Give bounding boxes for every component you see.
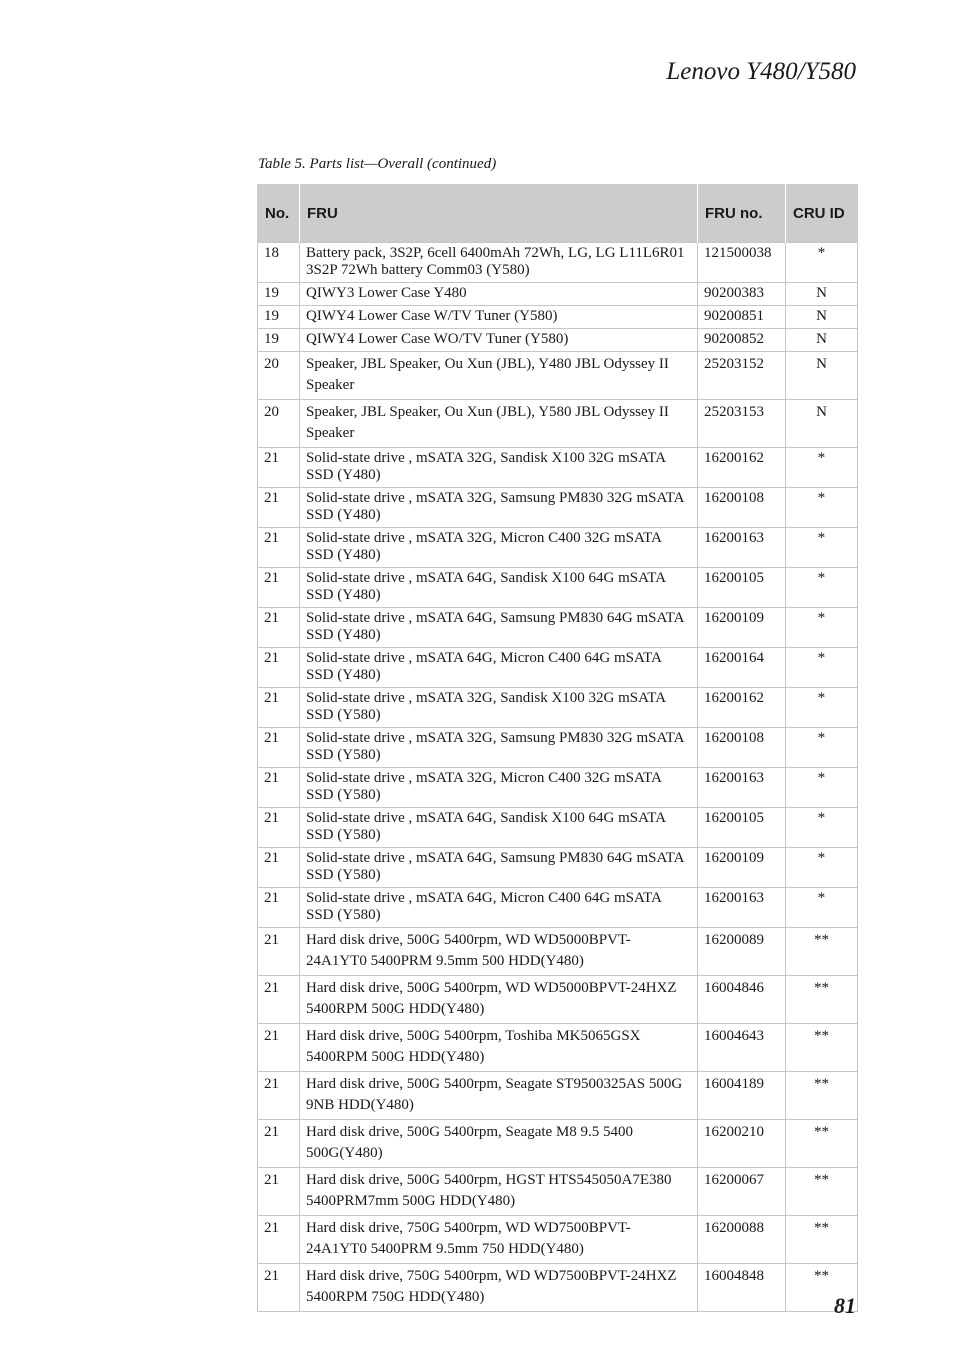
header-no: No.	[258, 184, 300, 243]
table-row	[258, 488, 858, 528]
cell-no: 21	[258, 648, 300, 688]
cell-fru-no: 16004846	[698, 976, 786, 1024]
table-row	[258, 352, 858, 400]
cell-no: 21	[258, 728, 300, 768]
cell-cru-id: *	[786, 888, 858, 928]
cell-fru-no: 16004848	[698, 1264, 786, 1312]
cell-cru-id: *	[786, 528, 858, 568]
cell-cru-id: N	[786, 400, 858, 448]
cell-cru-id: *	[786, 728, 858, 768]
cell-fru-no: 25203152	[698, 352, 786, 400]
table-row	[258, 306, 858, 329]
cell-fru-no: 16200210	[698, 1120, 786, 1168]
cell-fru: Solid-state drive , mSATA 32G, Micron C400 32G mSATA SSD (Y580)	[300, 768, 698, 808]
cell-no: 21	[258, 808, 300, 848]
cell-no: 19	[258, 283, 300, 306]
cell-no: 20	[258, 400, 300, 448]
table-row	[258, 283, 858, 306]
header-fru-no: FRU no.	[698, 184, 786, 243]
cell-fru: Solid-state drive , mSATA 64G, Sandisk X100 64G mSATA SSD (Y580)	[300, 808, 698, 848]
cell-fru: Battery pack, 3S2P, 6cell 6400mAh 72Wh, LG, LG L11L6R01 3S2P 72Wh battery Comm03 (Y580)	[300, 243, 698, 283]
table-row	[258, 568, 858, 608]
cell-fru-no: 16200108	[698, 728, 786, 768]
cell-no: 21	[258, 848, 300, 888]
cell-fru: Solid-state drive , mSATA 32G, Micron C400 32G mSATA SSD (Y480)	[300, 528, 698, 568]
cell-no: 21	[258, 888, 300, 928]
cell-cru-id: *	[786, 568, 858, 608]
document-title: Lenovo Y480/Y580	[666, 58, 856, 85]
cell-fru: QIWY3 Lower Case Y480	[300, 283, 698, 306]
cell-no: 21	[258, 1216, 300, 1264]
cell-cru-id: **	[786, 1072, 858, 1120]
cell-cru-id: **	[786, 1024, 858, 1072]
table-row	[258, 848, 858, 888]
table-row	[258, 329, 858, 352]
header-fru: FRU	[300, 184, 698, 243]
cell-cru-id: N	[786, 329, 858, 352]
cell-fru: Hard disk drive, 500G 5400rpm, WD WD5000BPVT-24HXZ 5400RPM 500G HDD(Y480)	[300, 976, 698, 1024]
table-row	[258, 648, 858, 688]
cell-cru-id: N	[786, 306, 858, 329]
cell-cru-id: *	[786, 608, 858, 648]
cell-fru: Speaker, JBL Speaker, Ou Xun (JBL), Y580 JBL Odyssey II Speaker	[300, 400, 698, 448]
table-row	[258, 928, 858, 976]
table-row	[258, 1024, 858, 1072]
cell-fru: Hard disk drive, 500G 5400rpm, Toshiba MK5065GSX 5400RPM 500G HDD(Y480)	[300, 1024, 698, 1072]
cell-fru: Solid-state drive , mSATA 64G, Sandisk X100 64G mSATA SSD (Y480)	[300, 568, 698, 608]
cell-cru-id: **	[786, 1120, 858, 1168]
cell-no: 21	[258, 928, 300, 976]
cell-cru-id: **	[786, 1216, 858, 1264]
cell-fru: Hard disk drive, 750G 5400rpm, WD WD7500BPVT-24A1YT0 5400PRM 9.5mm 750 HDD(Y480)	[300, 1216, 698, 1264]
cell-fru-no: 16200163	[698, 768, 786, 808]
cell-cru-id: *	[786, 688, 858, 728]
cell-fru: Solid-state drive , mSATA 64G, Micron C400 64G mSATA SSD (Y480)	[300, 648, 698, 688]
cell-fru-no: 16200109	[698, 608, 786, 648]
cell-no: 20	[258, 352, 300, 400]
cell-no: 21	[258, 1264, 300, 1312]
cell-no: 18	[258, 243, 300, 283]
table-row	[258, 1072, 858, 1120]
cell-no: 21	[258, 528, 300, 568]
table-row	[258, 1264, 858, 1312]
cell-no: 21	[258, 568, 300, 608]
cell-fru-no: 16200164	[698, 648, 786, 688]
table-row	[258, 888, 858, 928]
table-caption: Table 5. Parts list—Overall (continued)	[258, 156, 497, 172]
cell-no: 21	[258, 448, 300, 488]
cell-cru-id: **	[786, 1168, 858, 1216]
cell-fru-no: 90200851	[698, 306, 786, 329]
cell-fru: Solid-state drive , mSATA 32G, Sandisk X100 32G mSATA SSD (Y480)	[300, 448, 698, 488]
cell-fru-no: 16200109	[698, 848, 786, 888]
cell-cru-id: *	[786, 848, 858, 888]
table-row	[258, 768, 858, 808]
cell-fru-no: 16200105	[698, 808, 786, 848]
cell-fru: Solid-state drive , mSATA 64G, Samsung PM830 64G mSATA SSD (Y580)	[300, 848, 698, 888]
cell-fru-no: 16200088	[698, 1216, 786, 1264]
cell-cru-id: N	[786, 352, 858, 400]
table-row	[258, 528, 858, 568]
cell-fru-no: 90200852	[698, 329, 786, 352]
cell-no: 21	[258, 1120, 300, 1168]
cell-fru-no: 16200162	[698, 448, 786, 488]
cell-no: 21	[258, 488, 300, 528]
cell-fru-no: 16200163	[698, 528, 786, 568]
cell-no: 21	[258, 608, 300, 648]
cell-fru-no: 25203153	[698, 400, 786, 448]
cell-fru: Hard disk drive, 750G 5400rpm, WD WD7500BPVT-24HXZ 5400RPM 750G HDD(Y480)	[300, 1264, 698, 1312]
cell-fru-no: 16200089	[698, 928, 786, 976]
cell-cru-id: **	[786, 928, 858, 976]
table-row	[258, 1216, 858, 1264]
cell-fru: Solid-state drive , mSATA 64G, Micron C400 64G mSATA SSD (Y580)	[300, 888, 698, 928]
cell-fru: Solid-state drive , mSATA 32G, Samsung PM830 32G mSATA SSD (Y480)	[300, 488, 698, 528]
table-row	[258, 728, 858, 768]
cell-no: 21	[258, 1168, 300, 1216]
cell-fru-no: 16200162	[698, 688, 786, 728]
cell-fru-no: 16200163	[698, 888, 786, 928]
header-cru-id: CRU ID	[786, 184, 858, 243]
page-number: 81	[834, 1293, 856, 1318]
parts-list-table	[257, 184, 858, 1312]
table-row	[258, 400, 858, 448]
cell-no: 21	[258, 1072, 300, 1120]
table-row	[258, 1168, 858, 1216]
cell-cru-id: *	[786, 448, 858, 488]
cell-no: 21	[258, 688, 300, 728]
cell-cru-id: *	[786, 648, 858, 688]
cell-fru: Solid-state drive , mSATA 64G, Samsung PM830 64G mSATA SSD (Y480)	[300, 608, 698, 648]
cell-no: 21	[258, 768, 300, 808]
cell-fru-no: 16200067	[698, 1168, 786, 1216]
cell-cru-id: N	[786, 283, 858, 306]
cell-fru: Speaker, JBL Speaker, Ou Xun (JBL), Y480 JBL Odyssey II Speaker	[300, 352, 698, 400]
cell-fru: QIWY4 Lower Case W/TV Tuner (Y580)	[300, 306, 698, 329]
cell-cru-id: *	[786, 808, 858, 848]
cell-fru-no: 16200105	[698, 568, 786, 608]
cell-fru-no: 16200108	[698, 488, 786, 528]
table-row	[258, 608, 858, 648]
cell-fru: Solid-state drive , mSATA 32G, Sandisk X100 32G mSATA SSD (Y580)	[300, 688, 698, 728]
cell-fru: Hard disk drive, 500G 5400rpm, HGST HTS545050A7E380 5400PRM7mm 500G HDD(Y480)	[300, 1168, 698, 1216]
cell-fru-no: 16004189	[698, 1072, 786, 1120]
table-header-row	[258, 184, 858, 243]
cell-fru-no: 16004643	[698, 1024, 786, 1072]
cell-fru-no: 121500038	[698, 243, 786, 283]
cell-fru: QIWY4 Lower Case WO/TV Tuner (Y580)	[300, 329, 698, 352]
cell-cru-id: **	[786, 976, 858, 1024]
cell-no: 19	[258, 329, 300, 352]
table-row	[258, 448, 858, 488]
table-row	[258, 976, 858, 1024]
cell-fru: Hard disk drive, 500G 5400rpm, Seagate M8 9.5 5400 500G(Y480)	[300, 1120, 698, 1168]
cell-no: 21	[258, 1024, 300, 1072]
cell-cru-id: *	[786, 488, 858, 528]
cell-fru: Hard disk drive, 500G 5400rpm, Seagate ST9500325AS 500G 9NB HDD(Y480)	[300, 1072, 698, 1120]
cell-no: 21	[258, 976, 300, 1024]
cell-cru-id: *	[786, 768, 858, 808]
cell-no: 19	[258, 306, 300, 329]
table-row	[258, 243, 858, 283]
cell-cru-id: *	[786, 243, 858, 283]
cell-cru-id: **	[786, 1264, 858, 1312]
table-row	[258, 1120, 858, 1168]
cell-fru: Solid-state drive , mSATA 32G, Samsung PM830 32G mSATA SSD (Y580)	[300, 728, 698, 768]
cell-fru: Hard disk drive, 500G 5400rpm, WD WD5000BPVT-24A1YT0 5400PRM 9.5mm 500 HDD(Y480)	[300, 928, 698, 976]
table-row	[258, 808, 858, 848]
cell-fru-no: 90200383	[698, 283, 786, 306]
table-row	[258, 688, 858, 728]
